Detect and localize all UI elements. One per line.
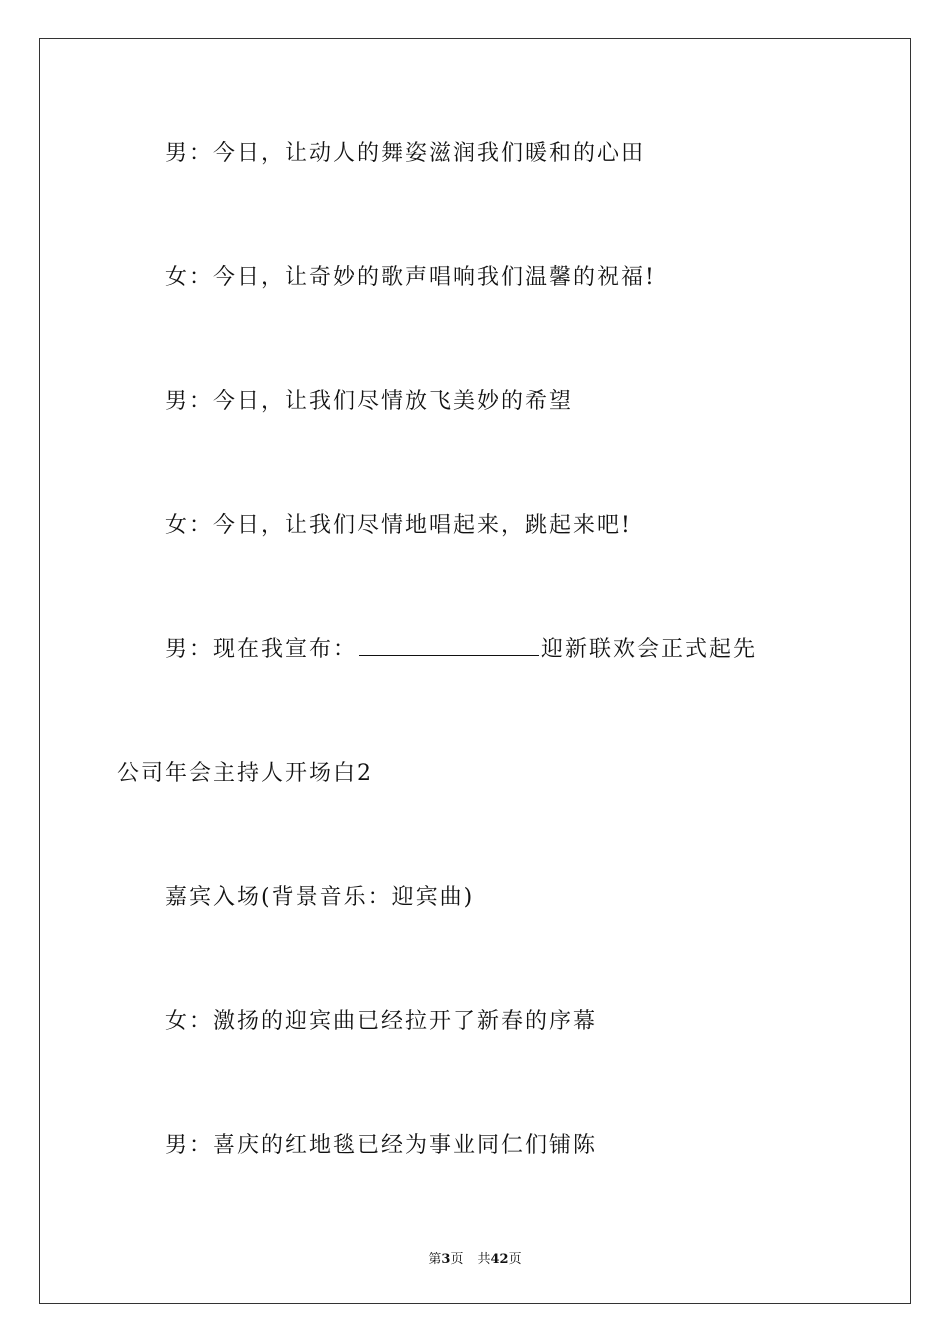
total-prefix: 共: [477, 1252, 491, 1267]
page-border: [39, 38, 911, 1304]
page-suffix: 页: [450, 1252, 464, 1267]
total-suffix: 页: [508, 1252, 522, 1267]
page-prefix: 第: [428, 1252, 442, 1267]
dialogue-line-1: 男：今日，让动人的舞姿滋润我们暖和的心田: [165, 141, 646, 166]
section-heading: 公司年会主持人开场白2: [117, 761, 373, 786]
dialogue-line-6: 女：激扬的迎宾曲已经拉开了新春的序幕: [165, 1009, 598, 1034]
dialogue-line-3: 男：今日，让我们尽情放飞美妙的希望: [165, 389, 574, 414]
page-number: 3: [441, 1252, 451, 1267]
dialogue-line-7: 男：喜庆的红地毯已经为事业同仁们铺陈: [165, 1133, 598, 1158]
dialogue-line-2: 女：今日，让奇妙的歌声唱响我们温馨的祝福!: [165, 265, 656, 290]
fill-in-blank: [359, 635, 539, 656]
total-pages: 42: [490, 1252, 509, 1267]
dialogue-line-5: 嘉宾入场(背景音乐：迎宾曲): [165, 885, 475, 910]
page-footer: [0, 1248, 950, 1267]
announce-suffix: 迎新联欢会正式起先: [541, 637, 758, 662]
dialogue-line-4: 女：今日，让我们尽情地唱起来，跳起来吧!: [165, 513, 632, 538]
announce-prefix: 男：现在我宣布：: [165, 637, 358, 662]
announce-line: [165, 632, 757, 663]
